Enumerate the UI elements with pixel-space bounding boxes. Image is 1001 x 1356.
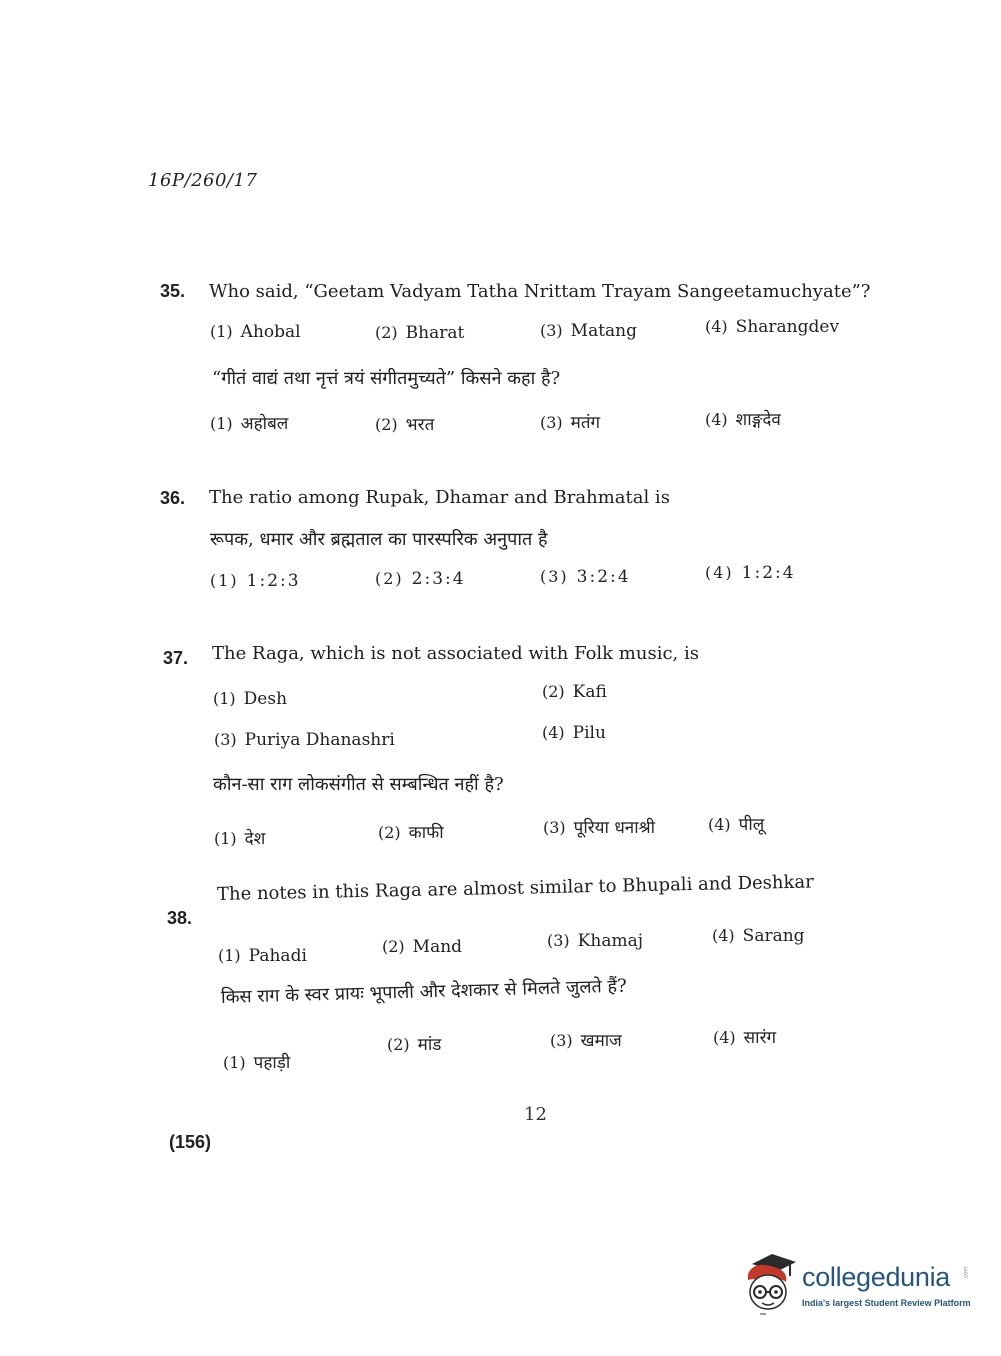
option-number: (4) bbox=[542, 723, 565, 742]
option-number: (2) bbox=[375, 415, 398, 434]
option bbox=[375, 412, 434, 435]
option-number: (4) bbox=[713, 1028, 736, 1047]
option bbox=[713, 1025, 776, 1048]
option bbox=[387, 1032, 441, 1055]
option-number: (3) bbox=[540, 321, 563, 340]
scan-mark bbox=[760, 1313, 766, 1315]
option-number: (2) bbox=[375, 569, 404, 588]
option bbox=[214, 826, 265, 849]
question-text-en: The ratio among Rupak, Dhamar and Brahmatal is bbox=[209, 487, 670, 508]
option bbox=[708, 812, 764, 835]
question-text-en: The notes in this Raga are almost similar to Bhupali and Deshkar bbox=[216, 871, 814, 905]
option bbox=[210, 571, 301, 591]
question-text-en: Who said, “Geetam Vadyam Tatha Nrittam Trayam Sangeetamuchyate”? bbox=[209, 281, 871, 302]
option bbox=[542, 723, 606, 743]
option-number: (3) bbox=[214, 730, 237, 749]
option-text: Puriya Dhanashri bbox=[244, 730, 395, 750]
option-text: Pahadi bbox=[248, 946, 307, 966]
option bbox=[712, 926, 805, 946]
option-number: (4) bbox=[705, 410, 728, 429]
option-text: Sarang bbox=[742, 926, 805, 946]
option-text: अहोबल bbox=[240, 414, 289, 434]
option-text: Khamaj bbox=[577, 931, 643, 951]
option bbox=[705, 407, 781, 430]
option bbox=[210, 411, 288, 434]
question-number: 36. bbox=[160, 488, 186, 508]
option-text: पीलू bbox=[738, 815, 765, 835]
option bbox=[218, 946, 307, 966]
option-text: 1:2:3 bbox=[246, 571, 301, 591]
option-text: Mand bbox=[412, 937, 463, 957]
option-number: (2) bbox=[542, 682, 565, 701]
option bbox=[214, 730, 395, 750]
option-text: खमाज bbox=[580, 1031, 622, 1051]
option-number: (4) bbox=[705, 317, 728, 336]
option-text: Kafi bbox=[572, 682, 607, 702]
paper-code: 16P/260/17 bbox=[148, 170, 258, 191]
option bbox=[705, 563, 796, 583]
question-text-hi: कौन-सा राग लोकसंगीत से सम्बन्धित नहीं है? bbox=[213, 774, 504, 795]
mascot-icon bbox=[742, 1250, 800, 1314]
question-number: 35. bbox=[160, 281, 186, 301]
option-number: (2) bbox=[387, 1035, 410, 1054]
option-text: 3:2:4 bbox=[576, 567, 631, 587]
option-text: 1:2:4 bbox=[741, 563, 796, 583]
question-number: 37. bbox=[163, 648, 189, 668]
logo-name: collegedunia bbox=[802, 1262, 951, 1292]
option bbox=[210, 322, 301, 342]
option bbox=[543, 815, 655, 838]
option-number: (1) bbox=[223, 1053, 246, 1072]
option-number: (1) bbox=[210, 414, 233, 433]
option-text: मांड bbox=[417, 1035, 442, 1055]
logo-tagline: India's largest Student Review Platform bbox=[802, 1298, 971, 1308]
option-text: 2:3:4 bbox=[411, 569, 466, 589]
option-number: (4) bbox=[708, 815, 731, 834]
option bbox=[375, 569, 466, 589]
option-number: (3) bbox=[547, 931, 570, 950]
option bbox=[550, 1028, 622, 1051]
option-number: (4) bbox=[712, 926, 735, 945]
option-text: काफी bbox=[408, 823, 444, 843]
option-number: (4) bbox=[705, 563, 734, 582]
option-text: शाङ्गदेव bbox=[735, 410, 781, 430]
option bbox=[540, 410, 600, 433]
option-number: (3) bbox=[550, 1031, 573, 1050]
option-number: (3) bbox=[540, 567, 569, 586]
option bbox=[542, 682, 607, 702]
question-text-hi: किस राग के स्वर प्रायः भूपाली और देशकार से मिलते जुलते हैं? bbox=[220, 975, 627, 1008]
option bbox=[705, 317, 839, 337]
option-number: (3) bbox=[543, 818, 566, 837]
question-text-en: The Raga, which is not associated with Folk music, is bbox=[212, 643, 699, 664]
option-number: (1) bbox=[210, 322, 233, 341]
option-number: (1) bbox=[213, 689, 236, 708]
question-text-hi: “गीतं वाद्यं तथा नृत्तं त्रयं संगीतमुच्यते” किसने कहा है? bbox=[212, 368, 561, 389]
option bbox=[378, 820, 444, 843]
collegedunia-logo[interactable] bbox=[742, 1250, 972, 1320]
option-text: Pilu bbox=[572, 723, 606, 743]
option-text: सारंग bbox=[743, 1028, 777, 1048]
question-text-hi: रूपक, धमार और ब्रह्मताल का पारस्परिक अनुपात है bbox=[210, 529, 548, 550]
option-number: (3) bbox=[540, 413, 563, 432]
option-number: (1) bbox=[218, 946, 241, 965]
booklet-code: (156) bbox=[169, 1132, 212, 1152]
option-number: (1) bbox=[210, 571, 239, 590]
option-number: (2) bbox=[375, 323, 398, 342]
question-number: 38. bbox=[167, 908, 193, 928]
option-text: Desh bbox=[243, 689, 288, 709]
logo-suffix: .com bbox=[963, 1266, 970, 1280]
option-text: Sharangdev bbox=[735, 317, 840, 337]
option bbox=[382, 937, 462, 957]
option-text: भरत bbox=[405, 415, 435, 435]
option-number: (2) bbox=[382, 937, 405, 956]
option-text: पहाड़ी bbox=[253, 1053, 291, 1073]
option-number: (1) bbox=[214, 829, 237, 848]
option bbox=[375, 323, 464, 343]
option-text: देश bbox=[244, 829, 266, 849]
option bbox=[223, 1050, 290, 1073]
option-text: Matang bbox=[570, 321, 638, 341]
option-number: (2) bbox=[378, 823, 401, 842]
option-text: Bharat bbox=[405, 323, 465, 343]
option bbox=[547, 931, 643, 951]
option-text: Ahobal bbox=[240, 322, 301, 342]
option-text: पूरिया धनाश्री bbox=[573, 818, 656, 838]
page-number: 12 bbox=[524, 1104, 547, 1125]
option bbox=[540, 567, 631, 587]
option bbox=[540, 321, 637, 341]
option-text: मतंग bbox=[570, 413, 601, 433]
option bbox=[213, 689, 287, 709]
